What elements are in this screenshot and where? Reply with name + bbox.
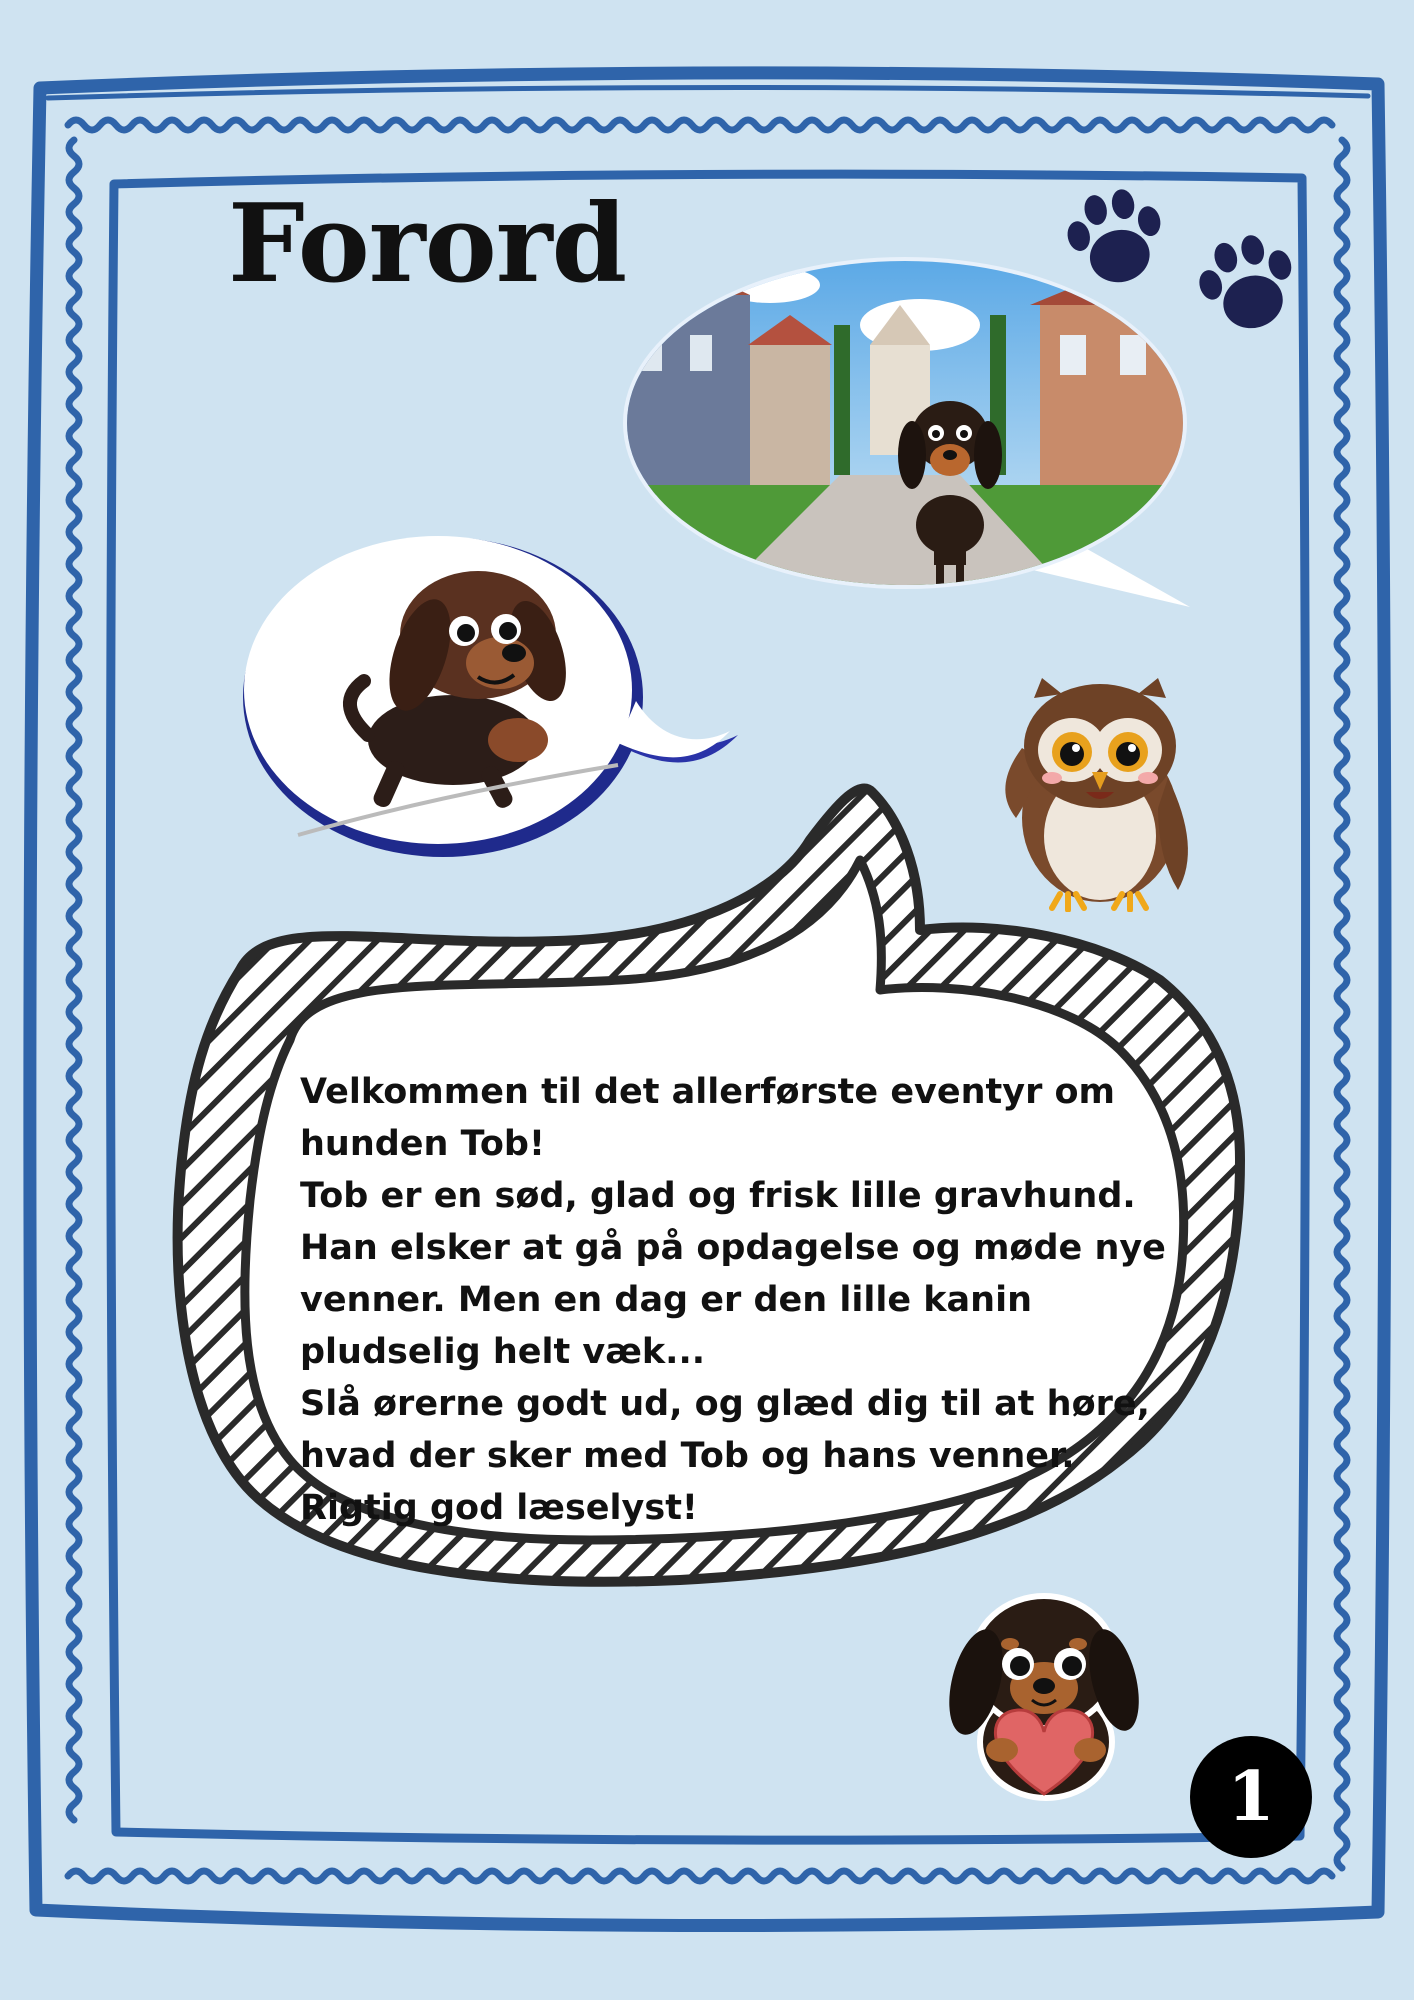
text-line: hunden Tob! — [300, 1124, 545, 1164]
text-line: Han elsker at gå på opdagelse og møde nye — [300, 1228, 1166, 1268]
text-line: Velkommen til det allerførste eventyr om — [300, 1072, 1116, 1112]
text-line: venner. Men en dag er den lille kanin — [300, 1280, 1033, 1320]
dachshund-with-heart — [940, 1582, 1150, 1804]
text-line: pludselig helt væk... — [300, 1332, 706, 1372]
text-line: Rigtig god læselyst! — [300, 1488, 698, 1528]
text-line: hvad der sker med Tob og hans venner. — [300, 1436, 1075, 1476]
text-line: Tob er en sød, glad og frisk lille gravhund. — [300, 1176, 1136, 1216]
paw-print-icon — [1190, 228, 1310, 340]
foreword-text — [300, 1066, 1200, 1534]
text-line: Slå ørerne godt ud, og glæd dig til at høre, — [300, 1384, 1150, 1424]
page-title: Forord — [228, 181, 627, 307]
page-number-badge: 1 — [1190, 1736, 1312, 1858]
